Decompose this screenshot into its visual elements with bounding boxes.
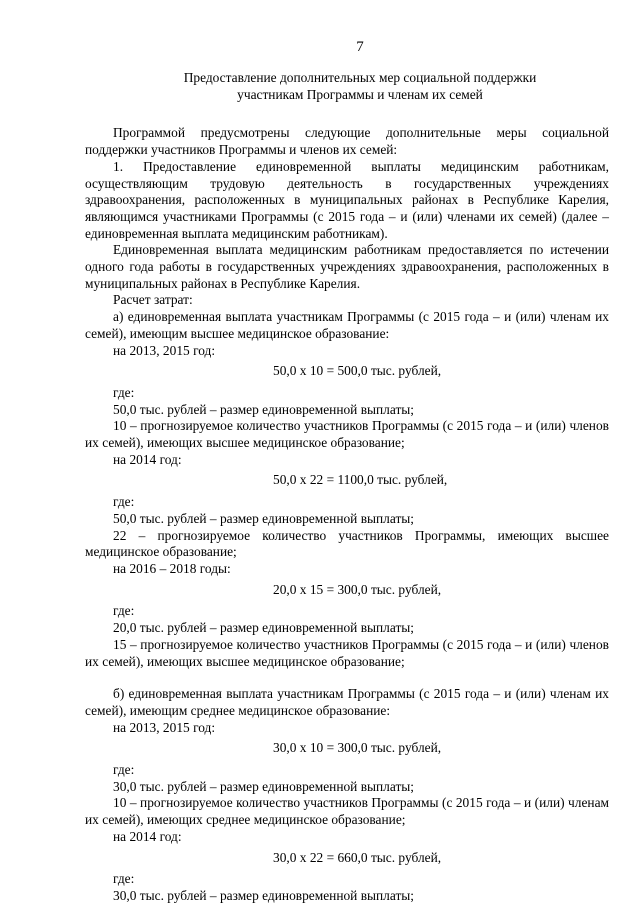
- section-a-where-1: где:: [113, 384, 135, 400]
- section-b-payment-size-1: 30,0 тыс. рублей – размер единовременной выплаты;: [113, 778, 415, 794]
- section-a-count-2: 22 – прогнозируемое количество участников Программы, имеющих высшее медицинское образование;: [85, 527, 609, 560]
- section-b-where-2: где:: [113, 871, 135, 887]
- section-a-period-3: на 2016 – 2018 годы:: [113, 560, 231, 576]
- section-a-payment-size-3: 20,0 тыс. рублей – размер единовременной выплаты;: [113, 620, 415, 636]
- section-a-where-3: где:: [113, 603, 135, 619]
- section-a-count-3: 15 – прогнозируемое количество участников Программы (с 2015 года – и (или) членов их семей), имеющих высшее медицинское образование;: [85, 636, 609, 669]
- section-title: [85, 70, 609, 103]
- payment-rule-paragraph: Единовременная выплата медицинским работникам предоставляется по истечении одного года работы в государственных учреждениях здравоохранения, расположенных в муниципальных районах в Республике Карелия.: [85, 242, 609, 291]
- section-a-formula-1: 50,0 х 10 = 500,0 тыс. рублей,: [273, 363, 442, 379]
- section-b-where-1: где:: [113, 762, 135, 778]
- section-b-heading: б) единовременная выплата участникам Программы (с 2015 года – и (или) членам их семей), имеющим среднее медицинское образование:: [85, 686, 609, 718]
- section-title-line-2: участникам Программы и членам их семей: [237, 86, 483, 102]
- calc-label: Расчет затрат:: [113, 292, 193, 308]
- section-title-line-1: Предоставление дополнительных мер социальной поддержки: [183, 70, 537, 85]
- document-page: [85, 38, 609, 905]
- section-a-formula-2: 50,0 х 22 = 1100,0 тыс. рублей,: [273, 472, 448, 488]
- section-b-payment-size-2: 30,0 тыс. рублей – размер единовременной выплаты;: [113, 887, 415, 903]
- section-b-count-1: 10 – прогнозируемое количество участников Программы (с 2015 года – и (или) членам их семей), имеющих среднее медицинское образование;: [85, 795, 609, 828]
- section-a-payment-size-2: 50,0 тыс. рублей – размер единовременной выплаты;: [113, 510, 415, 526]
- section-a-payment-size-1: 50,0 тыс. рублей – размер единовременной выплаты;: [113, 401, 415, 417]
- section-b-formula-1: 30,0 х 10 = 300,0 тыс. рублей,: [273, 740, 442, 756]
- item-1-paragraph: 1. Предоставление единовременной выплаты медицинским работникам, осуществляющим трудовую деятельность в государственных учреждениях здравоохранения, расположенных в муниципальных районах в Республике Карелия, являющимся участниками Программы (с 2015 года – и (или) членами их семей) (далее – единовременная выплата медицинским работникам).: [85, 158, 609, 241]
- section-b-period-1: на 2013, 2015 год:: [113, 719, 216, 735]
- section-a-period-1: на 2013, 2015 год:: [113, 342, 216, 358]
- page-number: 7: [356, 39, 364, 55]
- intro-paragraph: Программой предусмотрены следующие дополнительные меры социальной поддержки участников Программы и членов их семей:: [85, 125, 609, 158]
- section-a-count-1: 10 – прогнозируемое количество участников Программы (с 2015 года – и (или) членов их семей), имеющих высшее медицинское образование;: [85, 418, 609, 451]
- section-b-period-2: на 2014 год:: [113, 828, 182, 844]
- section-b-formula-2: 30,0 х 22 = 660,0 тыс. рублей,: [273, 849, 442, 865]
- section-gap: [85, 670, 609, 686]
- section-a-formula-3: 20,0 х 15 = 300,0 тыс. рублей,: [273, 581, 442, 597]
- section-a-heading: а) единовременная выплата участникам Программы (с 2015 года – и (или) членам их семей), имеющим высшее медицинское образование:: [85, 309, 609, 341]
- section-a-where-2: где:: [113, 494, 135, 510]
- section-a-period-2: на 2014 год:: [113, 451, 182, 467]
